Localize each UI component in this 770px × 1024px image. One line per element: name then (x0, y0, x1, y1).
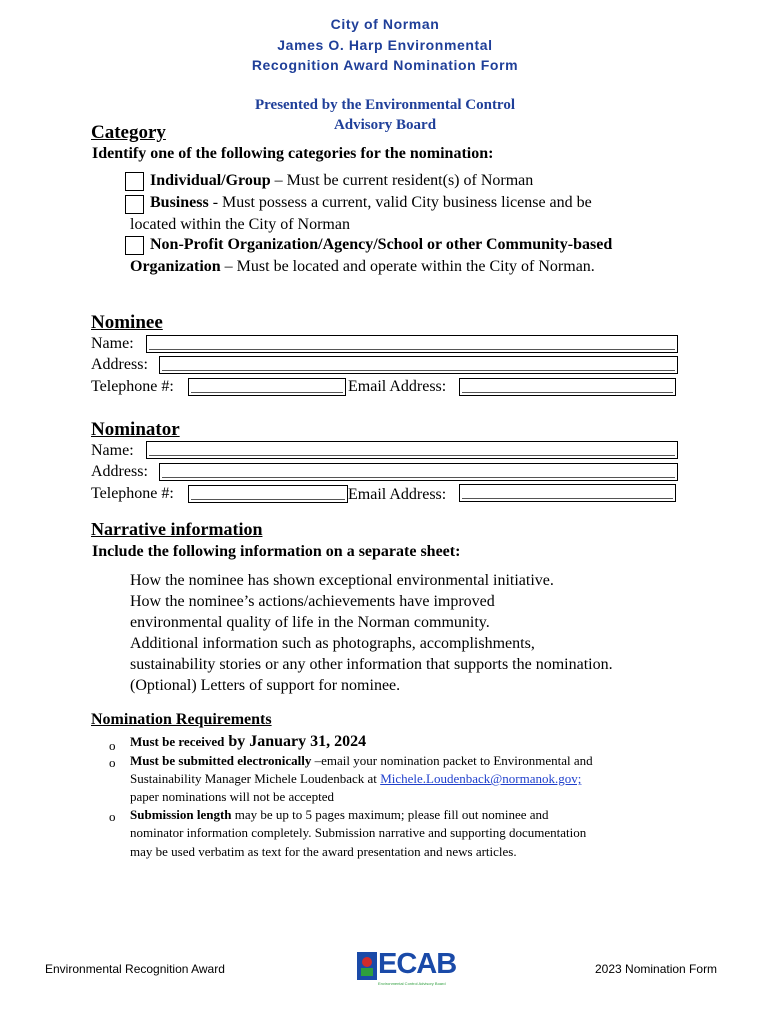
requirement-bold: Must be submitted electronically (130, 753, 312, 768)
requirement-length-line2: nominator information completely. Submission narrative and supporting documentation (130, 825, 587, 840)
nominee-email-label: Email Address: (348, 378, 447, 395)
requirement-bold: Must be received (130, 734, 225, 749)
narrative-line: How the nominee’s actions/achievements have improved (130, 593, 495, 610)
header-line-2: James O. Harp Environmental (277, 37, 493, 53)
option-text: – Must be located and operate within the City of Norman. (220, 258, 595, 275)
presented-by-line-2: Advisory Board (333, 117, 437, 133)
option-bold: Business (150, 194, 209, 211)
narrative-line: How the nominee has shown exceptional environmental initiative. (130, 572, 554, 589)
nominator-phone-field[interactable] (188, 485, 348, 503)
business-checkbox[interactable] (125, 195, 144, 214)
requirement-electronic-line2 (130, 771, 581, 787)
bullet-marker: o (109, 809, 116, 824)
nominee-phone-field[interactable] (188, 378, 346, 396)
nominator-name-label: Name: (91, 442, 134, 459)
nominee-title: Nominee (91, 312, 163, 333)
narrative-line: (Optional) Letters of support for nominee. (130, 677, 401, 694)
logo-text: ECAB (378, 948, 457, 980)
narrative-title: Narrative information (91, 519, 263, 539)
nominator-email-label: Email Address: (348, 486, 447, 503)
nominee-name-label: Name: (91, 335, 134, 352)
narrative-line: environmental quality of life in the Norman community. (130, 614, 490, 631)
option-bold: Organization (130, 258, 221, 275)
nominee-phone-label: Telephone #: (91, 378, 174, 395)
requirement-text: may be up to 5 pages maximum; please fill out nominee and (231, 807, 549, 822)
logo-block-green (361, 968, 373, 976)
requirements-title: Nomination Requirements (91, 711, 272, 728)
nominator-title: Nominator (91, 419, 180, 440)
category-instruction: Identify one of the following categories for the nomination: (92, 145, 494, 162)
requirement-date: by January 31, 2024 (224, 733, 367, 750)
narrative-line: Additional information such as photographs, accomplishments, (130, 635, 535, 652)
ecab-logo (356, 950, 464, 990)
nominee-address-field[interactable] (159, 356, 678, 374)
category-option-business (150, 194, 592, 212)
requirement-received (130, 733, 366, 751)
requirement-text: Sustainability Manager Michele Loudenback at (130, 771, 381, 786)
requirement-length-line3: may be used verbatim as text for the award presentation and news articles. (130, 844, 517, 859)
nonprofit-checkbox[interactable] (125, 236, 144, 255)
email-link[interactable]: Michele.Loudenback@normanok.gov; (380, 771, 582, 786)
requirement-length (130, 807, 549, 823)
option-bold: Non-Profit Organization/Agency/School or other Community-based (150, 236, 613, 253)
category-option-nonprofit-cont (130, 258, 595, 276)
requirement-electronic (130, 753, 593, 769)
option-text: – Must be current resident(s) of Norman (270, 172, 534, 189)
category-option-business-cont: located within the City of Norman (130, 216, 350, 233)
nominee-name-field[interactable] (146, 335, 678, 353)
nominator-phone-label: Telephone #: (91, 485, 174, 502)
requirement-electronic-line3: paper nominations will not be accepted (130, 789, 334, 804)
footer-right: 2023 Nomination Form (595, 962, 718, 976)
nominator-address-field[interactable] (159, 463, 678, 481)
bullet-marker: o (109, 755, 116, 770)
narrative-instruction: Include the following information on a separate sheet: (92, 543, 461, 560)
requirement-bold: Submission length (130, 807, 232, 822)
bullet-marker: o (109, 738, 116, 753)
category-title: Category (91, 122, 166, 143)
header-line-3: Recognition Award Nomination Form (251, 57, 519, 73)
option-text: - Must possess a current, valid City business license and be (208, 194, 592, 211)
nominee-email-field[interactable] (459, 378, 676, 396)
option-bold: Individual/Group (150, 172, 271, 189)
individual-group-checkbox[interactable] (125, 172, 144, 191)
nominee-address-label: Address: (91, 356, 148, 373)
requirement-text: –email your nomination packet to Environmental and (311, 753, 593, 768)
category-option-nonprofit (150, 236, 612, 254)
logo-subtext: Environmental Control Advisory Board (378, 981, 446, 986)
narrative-line: sustainability stories or any other information that supports the nomination. (130, 656, 613, 673)
footer-left: Environmental Recognition Award (45, 962, 225, 976)
header-line-1: City of Norman (330, 16, 440, 32)
presented-by-line-1: Presented by the Environmental Control (254, 97, 515, 113)
category-option-individual (150, 172, 533, 190)
nominator-email-field[interactable] (459, 484, 676, 502)
nominator-name-field[interactable] (146, 441, 678, 459)
logo-dot-red (362, 957, 372, 967)
nominator-address-label: Address: (91, 463, 148, 480)
